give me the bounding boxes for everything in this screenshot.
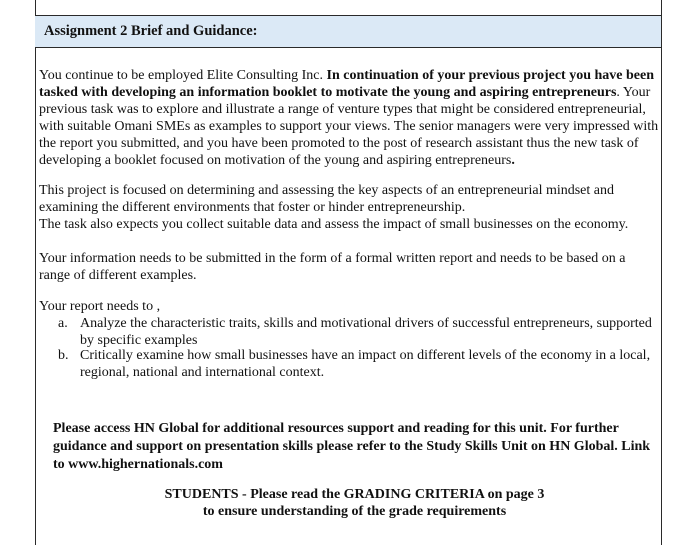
report-item-a bbox=[58, 315, 656, 349]
item-marker: a. bbox=[58, 316, 68, 331]
context-text-start: You continue to be employed Elite Consulting Inc. bbox=[39, 68, 327, 83]
students-note-line2: to ensure understanding of the grade requirements bbox=[202, 504, 507, 519]
context-text-middle: . Your previous task was to explore and illustrate a range of venture types that might be considered entrepreneurial, with suitable Omani SMEs as examples to support your views. The senior managers were very impressed with the report you submitted, and you have been promoted to the post of research assistant thus the new task of developing a booklet focused on motivation of the young and aspiring entrepreneurs bbox=[39, 85, 659, 168]
context-end-period: . bbox=[511, 153, 515, 168]
page-border-left bbox=[35, 0, 36, 545]
resources-note: Please access HN Global for additional resources support and reading for this unit. For further guidance and support on presentation skills please refer to the Study Skills Unit on HN Global. Link to www.highernationals.com bbox=[53, 421, 651, 472]
report-item-b bbox=[58, 347, 656, 381]
students-note bbox=[53, 486, 656, 520]
item-text: Analyze the characteristic traits, skills and motivational drivers of successful entrepreneurs, supported by specific examples bbox=[80, 316, 652, 348]
focus-text-line2: The task also expects you collect suitable data and assess the impact of small businesses on the economy. bbox=[39, 217, 629, 232]
item-text: Critically examine how small businesses have an impact on different levels of the economy in a local, regional, national and international context. bbox=[80, 348, 651, 380]
brief-title: Assignment 2 Brief and Guidance: bbox=[44, 23, 258, 39]
item-marker: b. bbox=[58, 348, 69, 363]
report-intro: Your report needs to , bbox=[39, 299, 161, 314]
context-paragraph bbox=[39, 67, 659, 169]
submission-paragraph: Your information needs to be submitted in the form of a formal written report and needs to be based on a range of different examples. bbox=[39, 251, 626, 283]
brief-header bbox=[35, 15, 661, 48]
context-bold-task: In continuation of your previous project you have been tasked with developing an information booklet to motivate the young and aspiring entrepreneurs bbox=[39, 68, 654, 100]
focus-text-line1: This project is focused on determining and assessing the key aspects of an entrepreneurial mindset and examining the different environments that foster or hinder entrepreneurship. bbox=[39, 183, 614, 215]
students-note-line1: STUDENTS - Please read the GRADING CRITERIA on page 3 bbox=[164, 487, 545, 502]
focus-paragraph bbox=[39, 182, 659, 233]
page-border-right bbox=[661, 0, 662, 545]
